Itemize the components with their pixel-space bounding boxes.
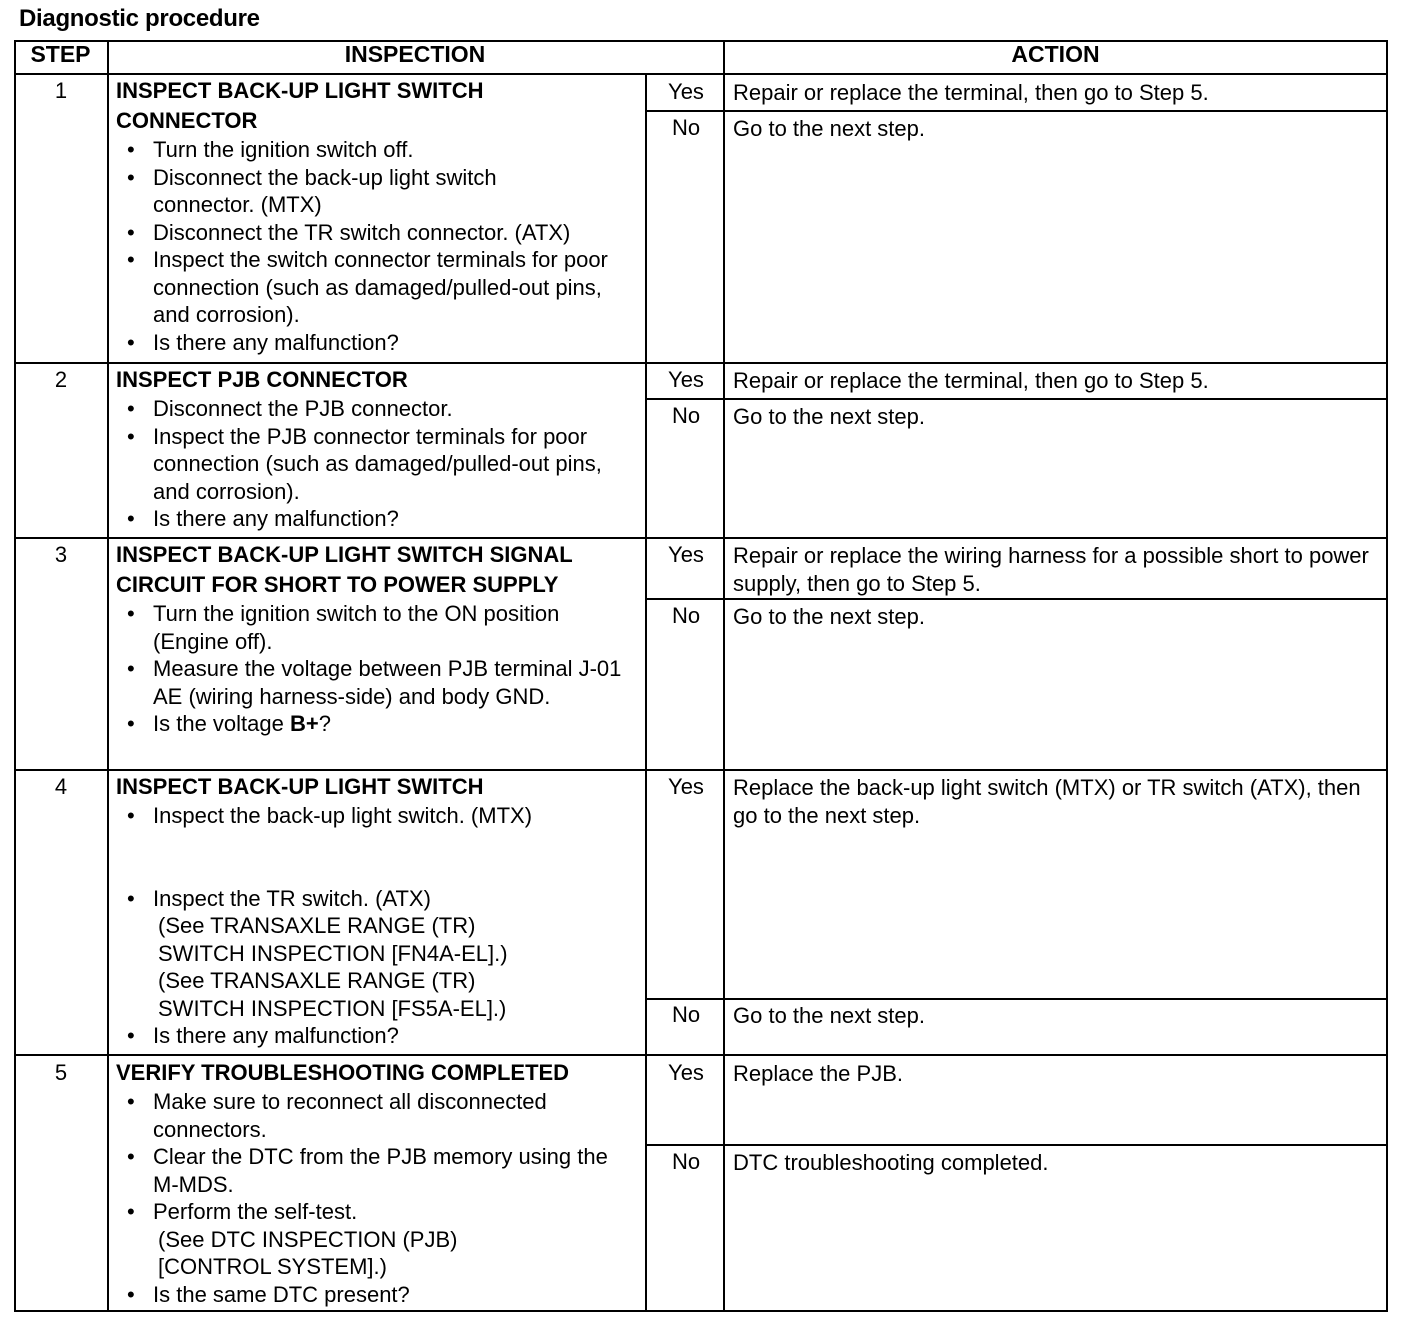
list-item: • Measure the voltage between PJB terminal J-01 AE (wiring harness-side) and body GND.: [116, 655, 633, 710]
list-item: • Inspect the switch connector terminals for poor connection (such as damaged/pulled-out pins, and corrosion).: [116, 246, 623, 329]
no-label: No: [671, 115, 701, 140]
yes-action: Replace the back-up light switch (MTX) or TR switch (ATX), then go to the next step.: [733, 775, 1361, 828]
bullet-text: ?: [318, 711, 331, 736]
no-label: No: [671, 603, 701, 628]
yes-action: Replace the PJB.: [733, 1061, 903, 1086]
header-inspection: INSPECTION: [344, 41, 486, 67]
list-item: • Is there any malfunction?: [116, 505, 641, 533]
no-action: DTC troubleshooting completed.: [733, 1150, 1049, 1175]
step-number: 1: [54, 78, 68, 103]
yes-label: Yes: [668, 774, 704, 799]
list-item: [116, 1198, 641, 1281]
row-divider-3: [14, 769, 1388, 771]
page-title: Diagnostic procedure: [19, 5, 260, 32]
inspection-list: [116, 802, 641, 1050]
reference-text: (See TRANSAXLE RANGE (TR) SWITCH INSPECTION [FN4A-EL].): [158, 913, 508, 966]
step-inspection: [116, 365, 641, 533]
header-action: ACTION: [1011, 41, 1100, 67]
step-number: 5: [54, 1060, 68, 1085]
list-item: • Is there any malfunction?: [116, 329, 641, 357]
list-item: • Inspect the back-up light switch. (MTX): [116, 802, 641, 830]
header-step: STEP: [30, 41, 91, 67]
bullet-text: • Inspect the TR switch. (ATX): [153, 885, 431, 911]
list-item: • Turn the ignition switch to the ON position (Engine off).: [116, 600, 641, 655]
yes-no-divider-1: [645, 110, 1388, 112]
bullet-text: • Perform the self-test.: [153, 1199, 358, 1224]
list-item: • Inspect the PJB connector terminals for poor connection (such as damaged/pulled-out pins, and corrosion).: [116, 423, 641, 506]
yes-label: Yes: [668, 367, 704, 392]
yes-no-divider-2: [645, 398, 1388, 400]
inspection-list: [116, 136, 641, 356]
list-item: • Is the same DTC present?: [116, 1281, 641, 1309]
yes-action: Repair or replace the wiring harness for a possible short to power supply, then go to Step 5.: [733, 543, 1369, 596]
diagnostic-table: [14, 40, 1388, 1312]
step-number: 3: [54, 542, 68, 567]
step-inspection: [116, 76, 641, 356]
voltage-value: B+: [289, 711, 319, 736]
no-label: No: [671, 403, 701, 428]
list-item: • Clear the DTC from the PJB memory using the M-MDS.: [116, 1143, 633, 1198]
step-inspection: [116, 772, 641, 1050]
no-action: Go to the next step.: [733, 116, 926, 141]
yes-label: Yes: [668, 1060, 704, 1085]
row-divider-4: [14, 1054, 1388, 1056]
yes-no-divider-3: [645, 598, 1388, 600]
no-action: Go to the next step.: [733, 604, 926, 629]
list-item: • Disconnect the back-up light switch connector. (MTX): [116, 164, 533, 219]
yes-action: Repair or replace the terminal, then go to Step 5.: [733, 368, 1209, 393]
step-inspection: [116, 540, 641, 738]
yes-no-divider-4: [645, 998, 1388, 1000]
step-inspection: [116, 1058, 641, 1308]
reference-text: (See DTC INSPECTION (PJB) [CONTROL SYSTEM].): [158, 1226, 458, 1279]
yes-label: Yes: [668, 79, 704, 104]
col-divider-yesno: [645, 74, 647, 1312]
no-action: Go to the next step.: [733, 1003, 926, 1028]
step-title: INSPECT BACK-UP LIGHT SWITCH SIGNAL CIRCUIT FOR SHORT TO POWER SUPPLY: [116, 542, 573, 597]
inspection-list: [116, 395, 641, 533]
yes-action: Repair or replace the terminal, then go to Step 5.: [733, 80, 1209, 105]
bullet-text: Is the voltage: [153, 711, 290, 736]
no-label: No: [671, 1149, 701, 1174]
header-divider: [14, 73, 1388, 75]
list-item: • Disconnect the TR switch connector. (ATX): [116, 219, 641, 247]
reference-text: (See TRANSAXLE RANGE (TR) SWITCH INSPECTION [FS5A-EL].): [158, 968, 507, 1021]
step-title: INSPECT BACK-UP LIGHT SWITCH CONNECTOR: [116, 78, 484, 133]
step-number: 4: [54, 774, 68, 799]
no-action: Go to the next step.: [733, 404, 926, 429]
col-divider-action: [723, 40, 725, 1312]
list-item: • Disconnect the PJB connector.: [116, 395, 641, 423]
row-divider-2: [14, 537, 1388, 539]
list-item: • Is there any malfunction?: [116, 1022, 641, 1050]
no-label: No: [671, 1002, 701, 1027]
step-number: 2: [54, 367, 68, 392]
list-item: [116, 710, 641, 738]
yes-no-divider-5: [645, 1144, 1388, 1146]
step-title: INSPECT BACK-UP LIGHT SWITCH: [116, 774, 484, 799]
list-item: [116, 885, 641, 1023]
yes-label: Yes: [668, 542, 704, 567]
inspection-list: [116, 600, 641, 738]
step-title: VERIFY TROUBLESHOOTING COMPLETED: [116, 1060, 570, 1085]
list-item: • Turn the ignition switch off.: [116, 136, 641, 164]
list-item: • Make sure to reconnect all disconnected connectors.: [116, 1088, 603, 1143]
row-divider-1: [14, 362, 1388, 364]
inspection-list: [116, 1088, 641, 1308]
step-title: INSPECT PJB CONNECTOR: [116, 367, 408, 392]
col-divider-step: [107, 40, 109, 1312]
